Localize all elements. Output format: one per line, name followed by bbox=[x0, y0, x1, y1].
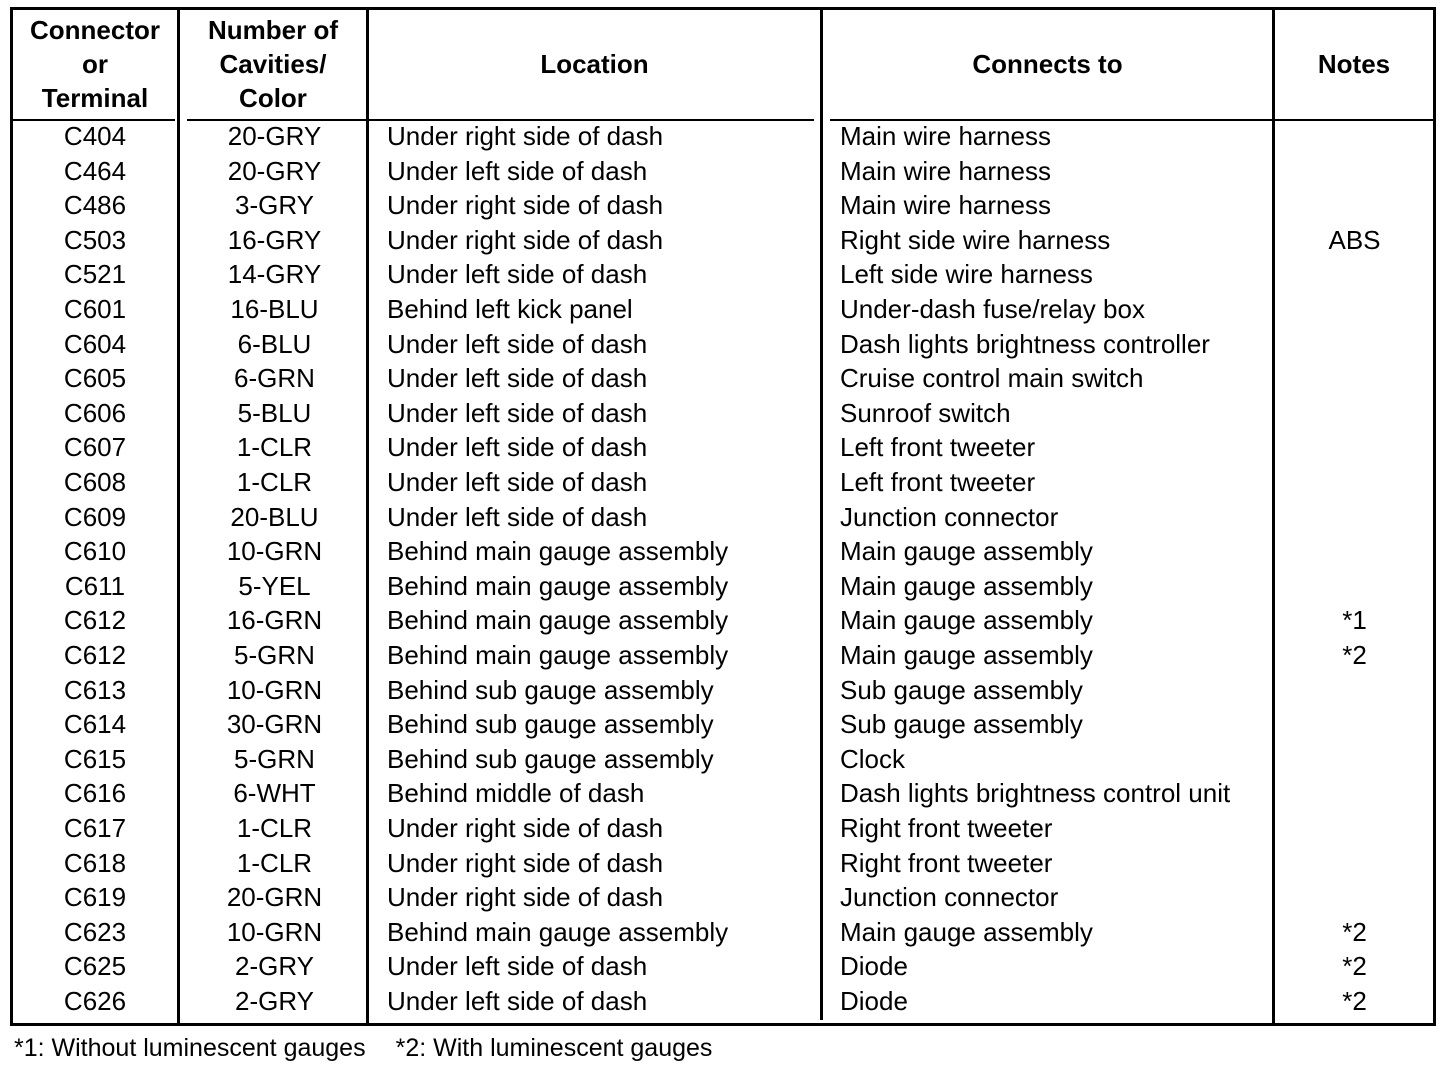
cell-cavities-color: 30-GRN bbox=[226, 709, 323, 740]
cell-connects-to: Left front tweeter bbox=[840, 467, 1036, 497]
table-row bbox=[0, 327, 1456, 362]
cell-cavities-color: 10-GRN bbox=[226, 916, 323, 947]
table-row bbox=[0, 984, 1456, 1019]
cell-cavities-color: 2-GRY bbox=[235, 951, 314, 982]
cell-connector: C625 bbox=[63, 951, 127, 982]
cell-connector: C609 bbox=[63, 501, 127, 532]
cell-location: Behind sub gauge assembly bbox=[387, 709, 714, 740]
cell-cavities-color: 5-GRN bbox=[234, 743, 315, 774]
footnote-1: *1: Without luminescent gauges bbox=[14, 1034, 366, 1062]
table-row bbox=[0, 673, 1456, 708]
table-row bbox=[0, 846, 1456, 881]
cell-connects-to: Diode bbox=[840, 951, 908, 982]
cell-connector: C619 bbox=[63, 882, 127, 913]
header-location: Location bbox=[540, 48, 649, 79]
cell-notes: *1 bbox=[1342, 605, 1367, 636]
cell-location: Under left side of dash bbox=[387, 397, 648, 428]
cell-notes: *2 bbox=[1342, 951, 1367, 982]
cell-cavities-color: 20-BLU bbox=[230, 501, 319, 532]
cell-location: Behind main gauge assembly bbox=[387, 916, 729, 947]
cell-connector: C608 bbox=[63, 467, 127, 497]
cell-connector: C521 bbox=[63, 259, 127, 290]
table-row bbox=[0, 811, 1456, 846]
cell-connector: C623 bbox=[63, 916, 127, 947]
cell-connector: C607 bbox=[63, 432, 127, 463]
cell-connects-to: Sub gauge assembly bbox=[840, 674, 1083, 705]
cell-connector: C464 bbox=[63, 155, 127, 186]
cell-connector: C606 bbox=[63, 397, 127, 428]
cell-location: Under right side of dash bbox=[387, 813, 664, 843]
cell-connector: C612 bbox=[63, 640, 127, 670]
cell-connects-to: Main gauge assembly bbox=[840, 570, 1093, 601]
table-row bbox=[0, 915, 1456, 950]
header-connector: Connector or Terminal bbox=[30, 14, 160, 113]
footnote-2: *2: With luminescent gauges bbox=[395, 1034, 713, 1062]
table-row bbox=[0, 154, 1456, 189]
cell-cavities-color: 1-CLR bbox=[236, 432, 313, 463]
cell-connects-to: Dash lights brightness controller bbox=[840, 328, 1210, 359]
cell-location: Under left side of dash bbox=[387, 951, 648, 982]
cell-location: Under left side of dash bbox=[387, 432, 648, 463]
cell-connects-to: Sub gauge assembly bbox=[840, 709, 1083, 740]
cell-cavities-color: 16-GRY bbox=[227, 224, 322, 255]
cell-connects-to: Left side wire harness bbox=[840, 259, 1093, 290]
cell-connector: C614 bbox=[63, 709, 127, 740]
table-row bbox=[0, 569, 1456, 604]
table-row bbox=[0, 119, 1456, 154]
table-row bbox=[0, 500, 1456, 535]
cell-connector: C611 bbox=[64, 570, 126, 601]
cell-connector: C626 bbox=[63, 986, 127, 1016]
cell-notes: *2 bbox=[1342, 986, 1367, 1016]
cell-connects-to: Sunroof switch bbox=[840, 397, 1011, 428]
table-row bbox=[0, 465, 1456, 500]
table-row bbox=[0, 742, 1456, 777]
table-row bbox=[0, 257, 1456, 292]
cell-cavities-color: 16-GRN bbox=[226, 605, 323, 636]
cell-location: Under right side of dash bbox=[387, 882, 664, 913]
cell-cavities-color: 1-CLR bbox=[236, 847, 313, 878]
cell-cavities-color: 10-GRN bbox=[226, 674, 323, 705]
cell-location: Behind sub gauge assembly bbox=[387, 743, 714, 774]
table-row bbox=[0, 603, 1456, 638]
cell-location: Under right side of dash bbox=[387, 121, 664, 151]
cell-cavities-color: 5-BLU bbox=[237, 397, 312, 428]
cell-connects-to: Diode bbox=[840, 986, 908, 1016]
cell-location: Under right side of dash bbox=[387, 847, 664, 878]
cell-connector: C605 bbox=[63, 363, 127, 394]
footnotes bbox=[14, 1034, 712, 1063]
cell-cavities-color: 5-GRN bbox=[234, 640, 315, 670]
cell-cavities-color: 1-CLR bbox=[236, 467, 313, 497]
cell-connects-to: Clock bbox=[840, 743, 906, 774]
table-row bbox=[0, 430, 1456, 465]
table-row bbox=[0, 534, 1456, 569]
cell-location: Behind left kick panel bbox=[387, 294, 633, 324]
table-row bbox=[0, 292, 1456, 327]
table-row bbox=[0, 361, 1456, 396]
cell-cavities-color: 16-BLU bbox=[230, 294, 319, 324]
cell-location: Behind middle of dash bbox=[387, 778, 645, 809]
cell-location: Behind main gauge assembly bbox=[387, 536, 729, 567]
cell-connector: C617 bbox=[63, 813, 127, 843]
cell-location: Behind main gauge assembly bbox=[387, 570, 729, 601]
cell-connects-to: Right front tweeter bbox=[840, 847, 1053, 878]
cell-location: Behind main gauge assembly bbox=[387, 640, 729, 670]
cell-location: Under left side of dash bbox=[387, 986, 648, 1016]
header-cavities-color: Number of Cavities/ Color bbox=[208, 14, 338, 113]
cell-connector: C404 bbox=[63, 121, 127, 151]
cell-connects-to: Main gauge assembly bbox=[840, 536, 1093, 567]
table-row bbox=[0, 776, 1456, 811]
cell-cavities-color: 20-GRY bbox=[227, 121, 322, 151]
cell-connects-to: Main wire harness bbox=[840, 121, 1051, 151]
cell-connector: C618 bbox=[63, 847, 127, 878]
cell-connects-to: Under-dash fuse/relay box bbox=[840, 294, 1145, 324]
cell-connects-to: Junction connector bbox=[840, 501, 1059, 532]
table-row bbox=[0, 638, 1456, 673]
cell-location: Under right side of dash bbox=[387, 224, 664, 255]
cell-connects-to: Left front tweeter bbox=[840, 432, 1036, 463]
cell-connects-to: Main gauge assembly bbox=[840, 605, 1093, 636]
cell-notes: ABS bbox=[1328, 224, 1381, 255]
cell-connector: C486 bbox=[63, 190, 127, 221]
cell-cavities-color: 20-GRN bbox=[226, 882, 323, 913]
cell-location: Under left side of dash bbox=[387, 155, 648, 186]
cell-connector: C613 bbox=[63, 674, 127, 705]
table-row bbox=[0, 396, 1456, 431]
table-row bbox=[0, 707, 1456, 742]
cell-cavities-color: 6-BLU bbox=[237, 328, 312, 359]
cell-connector: C616 bbox=[63, 778, 127, 809]
cell-connects-to: Right side wire harness bbox=[840, 224, 1111, 255]
table-row bbox=[0, 188, 1456, 223]
cell-notes: *2 bbox=[1342, 640, 1367, 670]
table-row bbox=[0, 949, 1456, 984]
cell-connects-to: Right front tweeter bbox=[840, 813, 1053, 843]
cell-connects-to: Main wire harness bbox=[840, 155, 1051, 186]
cell-location: Behind main gauge assembly bbox=[387, 605, 729, 636]
table-row bbox=[0, 880, 1456, 915]
cell-connects-to: Main wire harness bbox=[840, 190, 1051, 221]
cell-location: Under left side of dash bbox=[387, 363, 648, 394]
cell-connects-to: Cruise control main switch bbox=[840, 363, 1144, 394]
cell-cavities-color: 14-GRY bbox=[227, 259, 322, 290]
header-notes: Notes bbox=[1317, 48, 1391, 79]
cell-cavities-color: 3-GRY bbox=[235, 190, 314, 221]
cell-cavities-color: 10-GRN bbox=[226, 536, 323, 567]
cell-location: Under right side of dash bbox=[387, 190, 664, 221]
cell-cavities-color: 20-GRY bbox=[227, 155, 322, 186]
cell-location: Under left side of dash bbox=[387, 501, 648, 532]
cell-connects-to: Main gauge assembly bbox=[840, 640, 1093, 670]
cell-connects-to: Dash lights brightness control unit bbox=[840, 778, 1231, 809]
cell-connector: C604 bbox=[63, 328, 127, 359]
cell-connector: C612 bbox=[63, 605, 127, 636]
cell-connects-to: Junction connector bbox=[840, 882, 1059, 913]
table-row bbox=[0, 223, 1456, 258]
cell-location: Under left side of dash bbox=[387, 259, 648, 290]
cell-location: Behind sub gauge assembly bbox=[387, 674, 714, 705]
cell-cavities-color: 6-GRN bbox=[234, 363, 315, 394]
cell-connector: C601 bbox=[63, 294, 127, 324]
cell-location: Under left side of dash bbox=[387, 467, 648, 497]
header-connects-to: Connects to bbox=[972, 48, 1123, 79]
cell-cavities-color: 1-CLR bbox=[236, 813, 313, 843]
cell-connector: C615 bbox=[63, 743, 127, 774]
cell-connector: C610 bbox=[63, 536, 127, 567]
cell-cavities-color: 5-YEL bbox=[238, 570, 311, 601]
cell-connector: C503 bbox=[63, 224, 127, 255]
cell-notes: *2 bbox=[1342, 916, 1367, 947]
cell-cavities-color: 6-WHT bbox=[233, 778, 316, 809]
cell-location: Under left side of dash bbox=[387, 328, 648, 359]
cell-connects-to: Main gauge assembly bbox=[840, 916, 1093, 947]
cell-cavities-color: 2-GRY bbox=[235, 986, 314, 1016]
